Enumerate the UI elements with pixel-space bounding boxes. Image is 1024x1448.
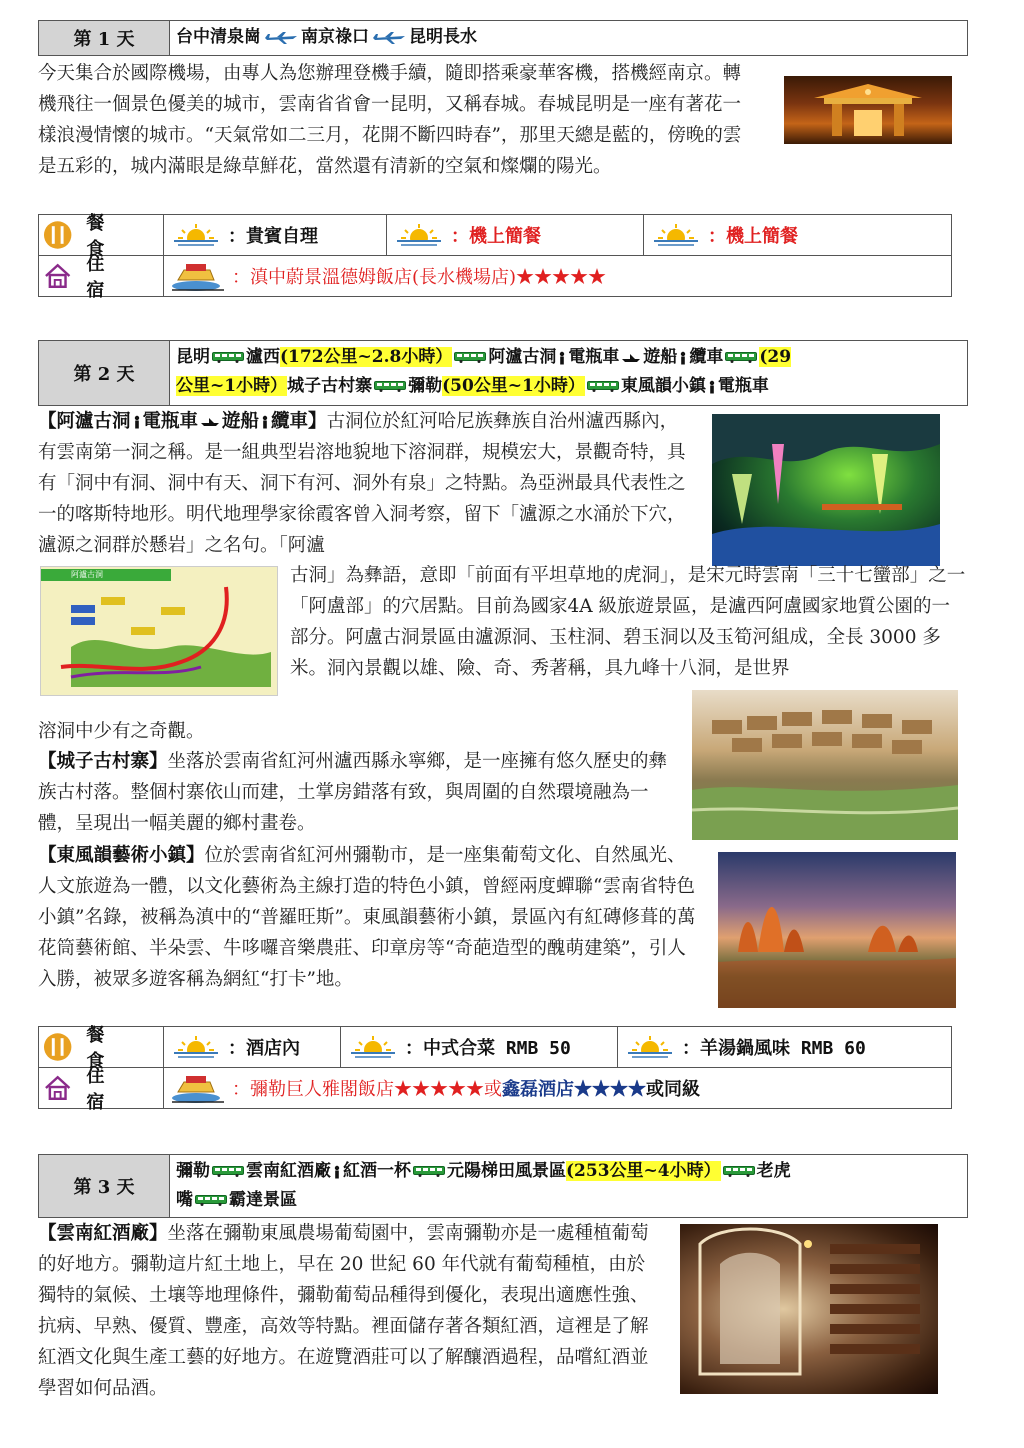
plane-icon [263, 31, 299, 45]
cave-photo [712, 414, 940, 566]
cave-map [40, 566, 278, 696]
hotel-row [39, 254, 951, 301]
route-stop: 南京祿口 [301, 27, 369, 47]
chengzi-paragraph: 【城子古村寨】坐落於雲南省紅河州瀘西縣永寧鄉，是一座擁有悠久歷史的彝族古村落。整個村寨依山而建，土掌房錯落有致，與周圍的自然環境融為一體，呈現出一幅美麗的鄉村畫卷。 [38, 751, 668, 834]
day-route [170, 21, 967, 55]
bus-icon [413, 1166, 445, 1177]
day1-meal-table [38, 213, 952, 301]
bullet-icon [709, 380, 715, 394]
sunset-icon [624, 1034, 676, 1060]
bus-icon [725, 352, 757, 363]
plane-icon [371, 31, 407, 45]
sunrise-icon [170, 222, 222, 248]
aluguodong-paragraph-continued: 古洞」為彝語，意即「前面有平坦草地的虎洞」，是宋元時雲南「三十七蠻部」之一「阿盧部」的穴居點。目前為國家4A 級旅遊景區，是瀘西阿盧國家地質公園的一部分。阿盧古洞景區由瀘源洞、玉柱洞、碧玉洞以及玉筍河組成，全長 3000 多米。洞內景觀以雄、險、奇、秀著稱，具九峰十八洞，是世界 [290, 565, 966, 679]
aluguodong-paragraph-end: 溶洞中少有之奇觀。 [38, 721, 205, 742]
hotel-icon [170, 260, 226, 292]
hotel-category: 住 宿 [39, 256, 164, 296]
aluguodong-paragraph: 【阿瀘古洞 電瓶車 遊船 纜車】古洞位於紅河哈尼族彝族自治州瀘西縣內，有雲南第一洞之稱。是一組典型岩溶地貌地下溶洞群，規模宏大，景觀奇特，具有「洞中有洞、洞中有天、洞下有河、洞外有泉」之特點。為亞洲最具代表性之一的喀斯特地形。明代地理學家徐霞客曾入洞考察，留下「瀘源之水涌於下穴，瀘源之洞群於懸岩」之名句。「阿瀘 [38, 411, 686, 556]
hotel-row [39, 1066, 951, 1113]
bus-icon [587, 381, 619, 392]
boat-icon [621, 353, 641, 363]
dinner-cell: ：羊湯鍋風味 RMB 60 [618, 1027, 951, 1067]
day-route: 彌勒 雲南紅酒廠 紅酒一杯 元陽梯田風景區(253公里~4小時） 老虎 嘴 霸達景區 [176, 1161, 791, 1210]
dinner-cell: ：機上簡餐 [644, 215, 951, 255]
bullet-icon [262, 415, 268, 429]
day-label: 第 2 天 [39, 341, 170, 405]
day2-meal-table [38, 1025, 952, 1113]
route-stop: 台中清泉崗 [176, 27, 261, 47]
dongfengyun-paragraph: 【東風韻藝術小鎮】位於雲南省紅河州彌勒市，是一座集葡萄文化、自然風光、人文旅遊為一體，以文化藝術為主線打造的特色小鎮，曾經兩度蟬聯“雲南省特色小鎮”名錄，被稱為滇中的“普羅旺斯”。東風韻藝術小鎮，景區內有紅磚修葺的萬花筒藝術館、半朵雲、牛哆囉音樂農莊、印章房等“奇葩造型的醜萌建築”，引人入勝，被眾多遊客稱為網紅“打卡”地。 [38, 845, 696, 990]
lunch-cell: ：中式合菜 RMB 50 [341, 1027, 618, 1067]
day-label: 第 3 天 [39, 1155, 170, 1217]
bullet-icon [559, 351, 565, 365]
route-stop: 昆明長水 [409, 27, 477, 47]
day-label: 第 1 天 [39, 21, 170, 55]
bus-icon [212, 352, 244, 363]
bullet-icon [334, 1165, 340, 1179]
red-wine-paragraph: 【雲南紅酒廠】坐落在彌勒東風農場葡萄園中，雲南彌勒亦是一處種植葡萄的好地方。彌勒這片紅土地上，早在 20 世紀 60 年代就有葡萄種植，由於獨特的氣候、土壤等地理條件，彌勒葡萄品種得到優化，表現出適應性強、抗病、早熟、優質、豐產，高效等特點。裡面儲存著各類紅酒，這裡是了解紅酒文化與生產工藝的好地方。在遊覽酒莊可以了解釀酒過程，品嚐紅酒並學習如何品酒。 [38, 1223, 649, 1399]
dongfengyun-photo [718, 852, 956, 1008]
breakfast-cell: ：酒店內 [164, 1027, 341, 1067]
day1-description: 今天集合於國際機場，由專人為您辦理登機手續，隨即搭乘豪華客機，搭機經南京。轉機飛往一個景色優美的城市，雲南省省會一昆明，又稱春城。春城昆明是一座有著花一樣浪漫情懷的城市。“天氣常如二三月，花開不斷四時春”，那里天總是藍的，傍晚的雲是五彩的，城内滿眼是綠草鮮花，當然還有清新的空氣和燦爛的陽光。 [38, 63, 742, 177]
winery-photo [680, 1224, 938, 1394]
day1-header [38, 20, 968, 56]
sun-icon [393, 222, 445, 248]
utensils-icon [43, 1032, 72, 1062]
bullet-icon [134, 415, 140, 429]
meal-row [39, 213, 951, 260]
hotel-cell: ：彌勒巨人雅閣飯店★★★★★ 或 鑫磊酒店★★★★ 或同級 [164, 1068, 951, 1108]
bullet-icon [680, 351, 686, 365]
hotel-icon [170, 1072, 226, 1104]
bus-icon [454, 352, 486, 363]
breakfast-cell: ：貴賓自理 [164, 215, 387, 255]
hotel-category: 住 宿 [39, 1068, 164, 1108]
sunrise-icon [170, 1034, 222, 1060]
lunch-cell: ：機上簡餐 [387, 215, 644, 255]
day3-header [38, 1154, 968, 1218]
utensils-icon [43, 220, 72, 250]
sunset-icon [650, 222, 702, 248]
bus-icon [195, 1195, 227, 1206]
day2-header [38, 340, 968, 406]
hotel-cell: ：滇中蔚景溫德姆飯店(長水機場店)★★★★★ [164, 256, 951, 296]
house-icon [43, 1073, 72, 1103]
house-icon [43, 261, 72, 291]
boat-icon [200, 417, 220, 427]
map-title: 阿瀘古洞 [41, 569, 171, 581]
chengzi-village-photo [692, 690, 958, 840]
bus-icon [723, 1166, 755, 1177]
bus-icon [212, 1166, 244, 1177]
day-route: 昆明 瀘西(172公里~2.8小時） 阿瀘古洞 電瓶車 遊船 纜車 (29 公里~1小時）城子古村寨 彌勒(50公里~1小時） 東風韻小鎮 電瓶車 [176, 347, 792, 396]
bus-icon [374, 381, 406, 392]
meal-row [39, 1025, 951, 1072]
meal-category: 餐 食 [39, 215, 164, 255]
sun-icon [347, 1034, 399, 1060]
kunming-gate-photo [784, 76, 952, 144]
meal-category: 餐 食 [39, 1027, 164, 1067]
